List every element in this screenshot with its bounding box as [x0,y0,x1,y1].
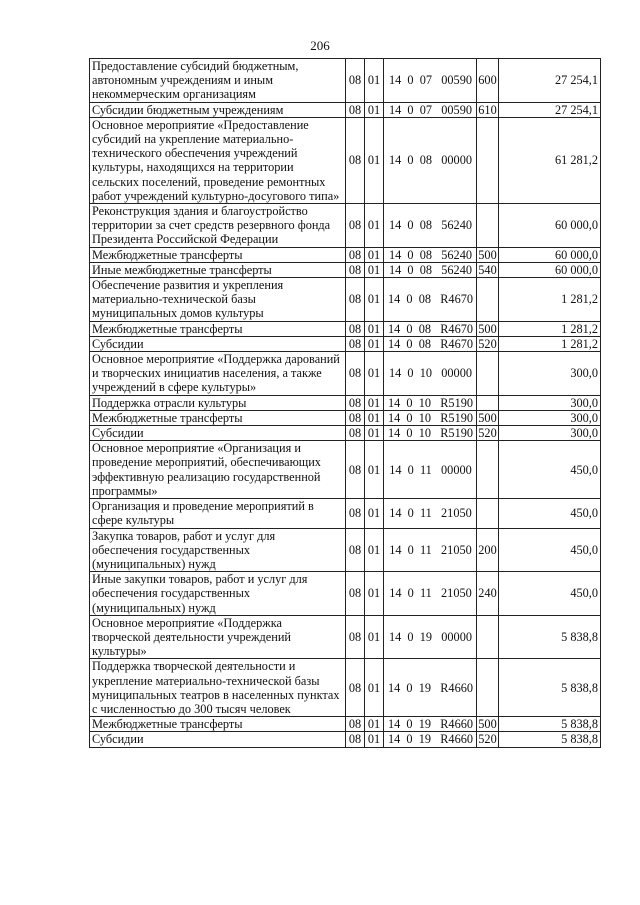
row-name: Основное мероприятие «Поддержка творческой деятельности учреждений культуры» [90,615,346,659]
row-name: Межбюджетные трансферты [90,247,346,262]
row-amount: 27 254,1 [499,59,601,103]
row-subsection: 01 [365,247,384,262]
row-subsection: 01 [365,572,384,616]
table-row [90,278,601,322]
row-amount: 450,0 [499,572,601,616]
row-target-article: 14 0 10 R5190 [384,410,477,425]
row-expense-type: 500 [478,247,497,262]
row-amount: 1 281,2 [499,321,601,336]
row-amount: 5 838,8 [499,732,601,747]
row-section: 08 [346,426,365,441]
row-name: Организация и проведение мероприятий в сфере культуры [90,499,346,528]
row-name: Субсидии [90,732,346,747]
budget-table [89,58,601,748]
row-amount: 300,0 [499,426,601,441]
row-subsection: 01 [365,441,384,499]
row-name: Межбюджетные трансферты [90,321,346,336]
row-amount: 450,0 [499,528,601,572]
row-amount: 300,0 [499,395,601,410]
row-section: 08 [346,615,365,659]
page-number: 206 [310,38,330,53]
row-section: 08 [346,247,365,262]
row-name: Иные закупки товаров, работ и услуг для обеспечения государственных (муниципальных) нужд [90,572,346,616]
row-section: 08 [346,117,365,203]
row-name: Субсидии [90,426,346,441]
row-expense-type: 200 [477,528,499,572]
table-row [90,615,601,659]
row-subsection: 01 [365,59,384,103]
row-expense-type: 500 [478,321,497,336]
table-row [90,717,601,732]
row-section: 08 [346,572,365,616]
row-amount: 5 838,8 [499,615,601,659]
table-row [90,352,601,396]
row-subsection: 01 [365,410,384,425]
row-amount: 5 838,8 [499,659,601,717]
row-section: 08 [346,528,365,572]
row-target-article: 14 0 08 R4670 [384,278,477,322]
row-target-article: 14 0 19 R4660 [384,732,477,747]
row-expense-type [477,395,499,410]
row-target-article: 14 0 08 R4670 [384,321,477,336]
table-row [90,321,601,336]
row-name: Субсидии бюджетным учреждениям [90,102,346,117]
row-subsection: 01 [365,262,384,277]
row-expense-type [477,204,499,248]
row-expense-type: 520 [478,732,497,747]
row-subsection: 01 [365,321,384,336]
row-expense-type: 500 [478,717,497,732]
row-target-article: 14 0 11 21050 [384,528,477,572]
row-subsection: 01 [365,395,384,410]
row-subsection: 01 [365,204,384,248]
row-section: 08 [346,204,365,248]
row-name: Субсидии [90,336,346,351]
table-row [90,441,601,499]
row-subsection: 01 [365,426,384,441]
row-target-article: 14 0 19 R4660 [384,659,477,717]
row-expense-type [477,659,499,717]
row-subsection: 01 [365,336,384,351]
row-section: 08 [346,717,365,732]
budget-table-body [90,59,601,748]
row-expense-type [477,441,499,499]
row-target-article: 14 0 10 R5190 [384,426,477,441]
row-name: Основное мероприятие «Организация и проведение мероприятий, обеспечивающих эффективную реализацию государственной программы» [90,441,346,499]
row-subsection: 01 [365,278,384,322]
row-section: 08 [346,102,365,117]
row-target-article: 14 0 07 00590 [384,102,477,117]
row-amount: 5 838,8 [499,717,601,732]
table-row [90,117,601,203]
row-amount: 27 254,1 [499,102,601,117]
row-target-article: 14 0 19 00000 [384,615,477,659]
row-section: 08 [346,410,365,425]
row-name: Обеспечение развития и укрепления материально-технической базы муниципальных домов культуры [90,278,346,322]
row-subsection: 01 [365,659,384,717]
row-section: 08 [346,395,365,410]
row-name: Основное мероприятие «Поддержка дарований и творческих инициатив населения, а также учреждений в сфере культуры» [90,352,346,396]
row-section: 08 [346,321,365,336]
row-name: Поддержка творческой деятельности и укрепление материально-технической базы муниципальных театров в населенных пунктах с численностью до 300 тысяч человек [90,659,346,717]
row-section: 08 [346,59,365,103]
table-row [90,59,601,103]
row-subsection: 01 [365,102,384,117]
table-row [90,102,601,117]
table-row [90,659,601,717]
row-target-article: 14 0 19 R4660 [384,717,477,732]
row-expense-type: 520 [478,336,497,351]
row-name: Межбюджетные трансферты [90,410,346,425]
row-section: 08 [346,499,365,528]
row-amount: 60 000,0 [499,204,601,248]
table-row [90,204,601,248]
row-target-article: 14 0 10 R5190 [384,395,477,410]
row-section: 08 [346,278,365,322]
row-expense-type [477,499,499,528]
row-target-article: 14 0 07 00590 [384,59,477,103]
row-expense-type: 240 [477,572,499,616]
row-amount: 450,0 [499,499,601,528]
row-expense-type: 610 [478,102,497,117]
row-subsection: 01 [365,615,384,659]
row-target-article: 14 0 11 00000 [384,441,477,499]
row-amount: 60 000,0 [499,247,601,262]
row-amount: 300,0 [499,410,601,425]
table-row [90,572,601,616]
row-target-article: 14 0 11 21050 [384,499,477,528]
table-row [90,410,601,425]
row-amount: 61 281,2 [499,117,601,203]
row-expense-type [477,117,499,203]
row-expense-type: 600 [477,59,499,103]
row-expense-type: 520 [478,426,497,441]
row-name: Иные межбюджетные трансферты [90,262,346,277]
row-target-article: 14 0 08 R4670 [384,336,477,351]
table-row [90,426,601,441]
table-row [90,247,601,262]
row-expense-type [477,278,499,322]
row-name: Закупка товаров, работ и услуг для обеспечения государственных (муниципальных) нужд [90,528,346,572]
row-section: 08 [346,262,365,277]
row-target-article: 14 0 11 21050 [384,572,477,616]
row-section: 08 [346,352,365,396]
row-subsection: 01 [365,117,384,203]
row-name: Межбюджетные трансферты [90,717,346,732]
row-subsection: 01 [365,732,384,747]
row-target-article: 14 0 10 00000 [384,352,477,396]
table-row [90,732,601,747]
row-amount: 300,0 [499,352,601,396]
row-amount: 60 000,0 [499,262,601,277]
table-row [90,336,601,351]
row-expense-type [477,615,499,659]
row-name: Поддержка отрасли культуры [90,395,346,410]
row-section: 08 [346,441,365,499]
row-target-article: 14 0 08 56240 [384,204,477,248]
table-row [90,499,601,528]
row-expense-type: 500 [478,410,497,425]
row-subsection: 01 [365,352,384,396]
row-target-article: 14 0 08 56240 [384,247,477,262]
row-section: 08 [346,336,365,351]
row-expense-type: 540 [478,262,497,277]
table-row [90,262,601,277]
row-subsection: 01 [365,499,384,528]
table-row [90,528,601,572]
row-target-article: 14 0 08 56240 [384,262,477,277]
row-amount: 450,0 [499,441,601,499]
row-section: 08 [346,659,365,717]
row-amount: 1 281,2 [499,278,601,322]
row-expense-type [477,352,499,396]
table-row [90,395,601,410]
row-name: Предоставление субсидий бюджетным, автономным учреждениям и иным некоммерческим организациям [90,59,346,103]
row-subsection: 01 [365,717,384,732]
row-name: Основное мероприятие «Предоставление субсидий на укрепление материально-технического обеспечения учреждений культуры, находящихся на территории сельских поселений, проведение ремонтных работ учреждений культурно-досугового типа» [90,117,346,203]
row-subsection: 01 [365,528,384,572]
row-amount: 1 281,2 [499,336,601,351]
row-target-article: 14 0 08 00000 [384,117,477,203]
row-name: Реконструкция здания и благоустройство территории за счет средств резервного фонда Президента Российской Федерации [90,204,346,248]
row-section: 08 [346,732,365,747]
